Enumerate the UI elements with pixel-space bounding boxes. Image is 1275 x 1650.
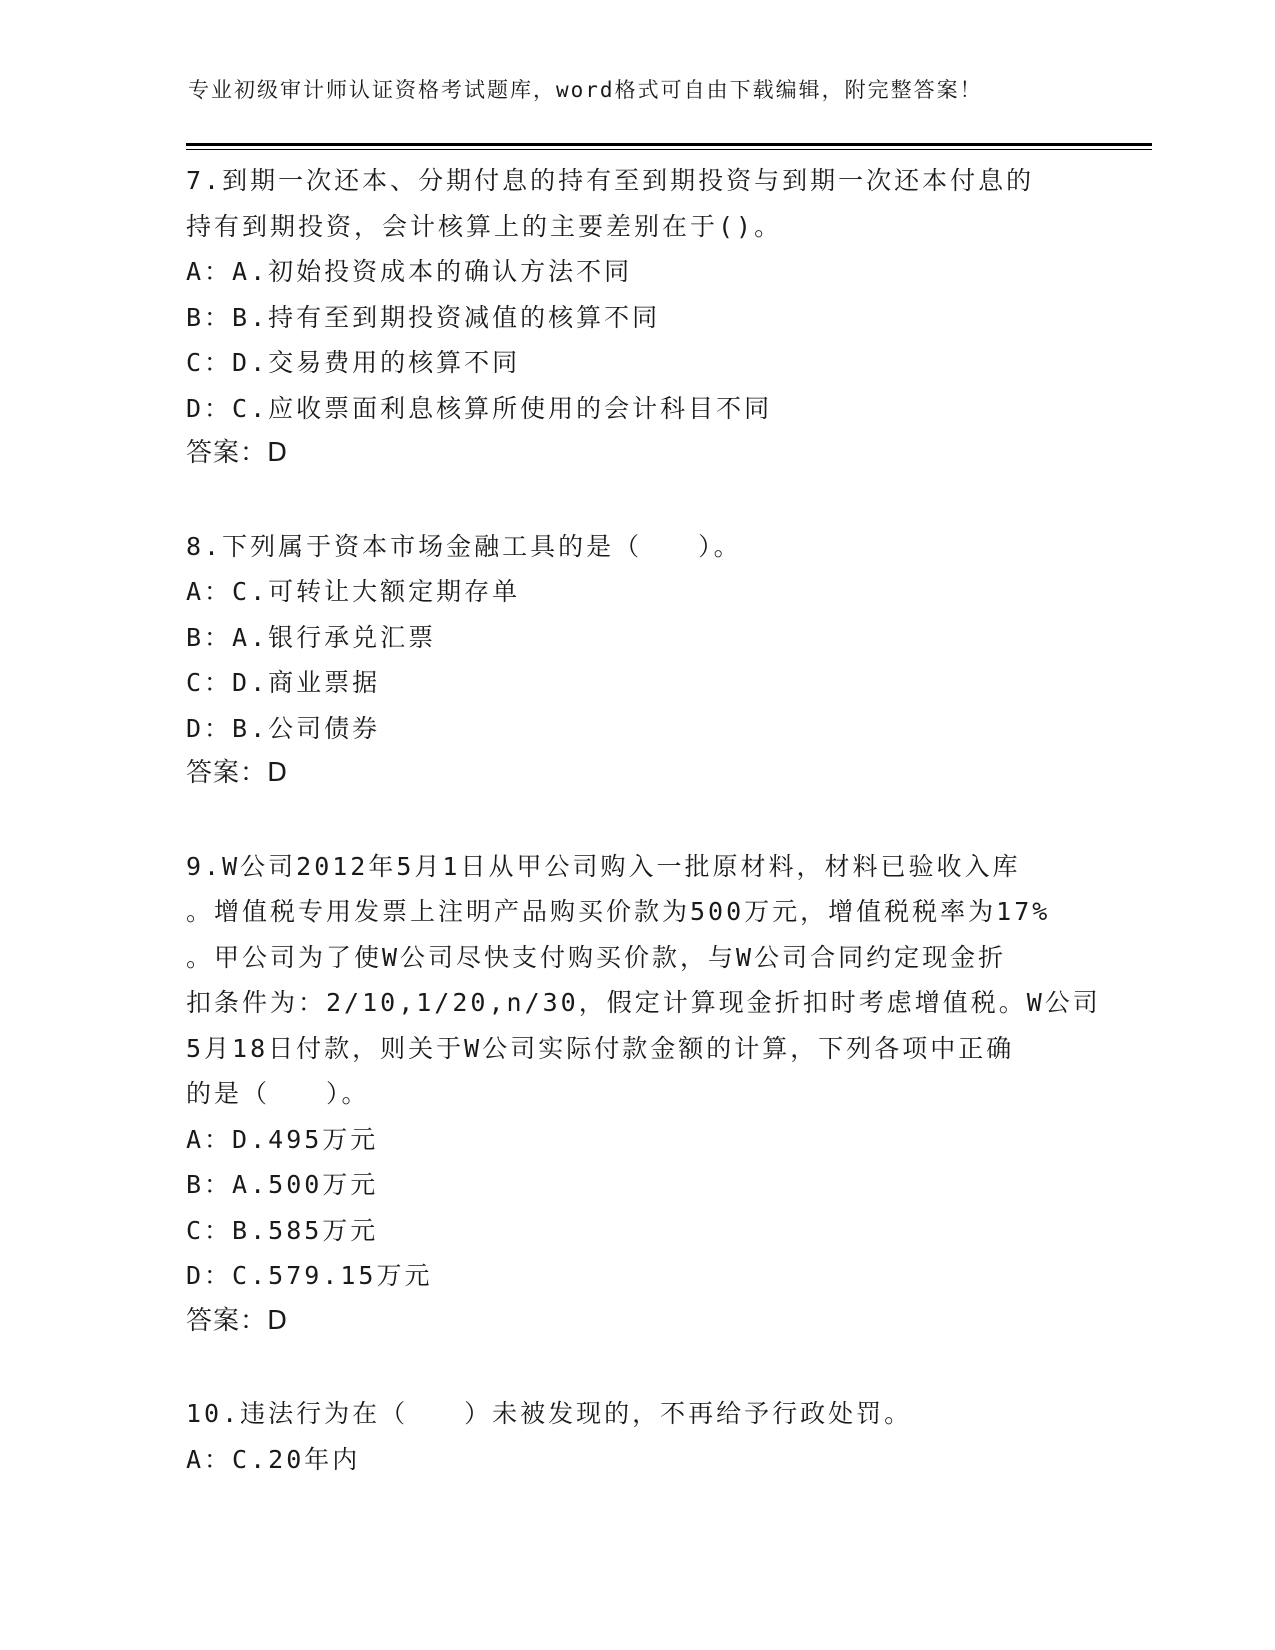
answer-line: 答案：D xyxy=(186,758,289,788)
question-9 xyxy=(186,844,1101,1345)
question-stem-line: 8.下列属于资本市场金融工具的是（ ）。 xyxy=(186,531,742,561)
question-stem-line: 持有到期投资，会计核算上的主要差别在于()。 xyxy=(186,211,783,241)
question-7 xyxy=(186,158,1086,477)
option-a: A：D.495万元 xyxy=(186,1124,379,1154)
question-list xyxy=(186,158,1101,1482)
page-header: 专业初级审计师认证资格考试题库，word格式可自由下载编辑，附完整答案！ xyxy=(188,78,983,102)
answer-line: 答案：D xyxy=(186,1305,289,1336)
question-10 xyxy=(186,1391,1086,1482)
question-stem-line: 扣条件为：2/10,1/20,n/30，假定计算现金折扣时考虑增值税。W公司 xyxy=(186,988,1101,1017)
question-spacer xyxy=(186,797,1086,844)
option-a: A：C.可转让大额定期存单 xyxy=(186,577,521,606)
option-c: C：B.585万元 xyxy=(186,1215,379,1245)
question-stem-line: 7.到期一次还本、分期付息的持有至到期投资与到期一次还本付息的 xyxy=(186,166,1035,195)
question-8 xyxy=(186,524,1086,797)
question-stem-line: 9.W公司2012年5月1日从甲公司购入一批原材料，材料已验收入库 xyxy=(186,851,1021,881)
option-b: B：B.持有至到期投资减值的核算不同 xyxy=(186,302,661,332)
option-d: D：C.应收票面利息核算所使用的会计科目不同 xyxy=(186,393,773,423)
option-c: C：D.商业票据 xyxy=(186,668,381,697)
header-rule-thin xyxy=(186,149,1152,150)
option-a: A：C.20年内 xyxy=(186,1444,361,1474)
question-stem-line: 。甲公司为了使W公司尽快支付购买价款，与W公司合同约定现金折 xyxy=(186,942,1007,972)
option-d: D：C.579.15万元 xyxy=(186,1261,433,1290)
question-spacer xyxy=(186,477,1086,524)
question-spacer xyxy=(186,1344,1086,1391)
option-a: A：A.初始投资成本的确认方法不同 xyxy=(186,257,633,286)
option-d: D：B.公司债券 xyxy=(186,713,381,743)
option-b: B：A.银行承兑汇票 xyxy=(186,622,437,652)
answer-line: 答案：D xyxy=(186,438,289,468)
option-c: C：D.交易费用的核算不同 xyxy=(186,348,521,377)
question-stem-line: 。增值税专用发票上注明产品购买价款为500万元，增值税税率为17% xyxy=(186,897,1051,926)
option-b: B：A.500万元 xyxy=(186,1170,379,1199)
header-rule-thick xyxy=(186,143,1152,146)
question-stem-line: 5月18日付款，则关于W公司实际付款金额的计算，下列各项中正确 xyxy=(186,1033,1015,1063)
question-stem-line: 10.违法行为在（ ）未被发现的，不再给予行政处罚。 xyxy=(186,1399,913,1428)
question-stem-line: 的是（ ）。 xyxy=(186,1079,370,1108)
